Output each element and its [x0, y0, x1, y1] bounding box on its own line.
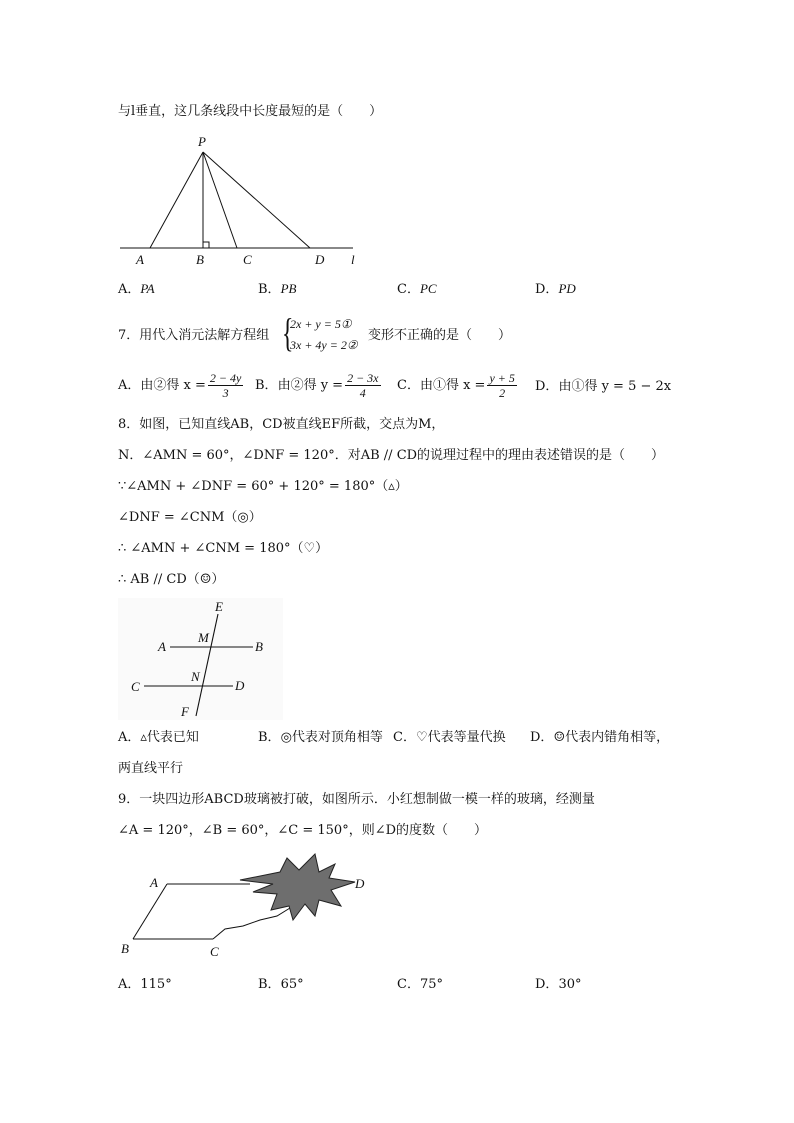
q8-stem-line-1: 8．如图，已知直线AB，CD被直线EF所截，交点为M， — [118, 417, 445, 432]
point-d-label: D — [355, 876, 365, 891]
point-a-label: A — [158, 639, 166, 654]
equation-brace: { — [281, 310, 294, 355]
point-c-label: C — [210, 944, 219, 959]
q7-option-c[interactable]: C．由①得 x = $\frac{y + 5}{2}$ — [397, 371, 515, 400]
q8-step-4: ∴ AB // CD（☺） — [118, 572, 225, 587]
q8-option-d[interactable]: D．☺代表内错角相等， — [530, 730, 670, 745]
point-d-label: D — [315, 252, 325, 267]
q6-stem: 与l垂直，这几条线段中长度最短的是（ ） — [118, 104, 383, 119]
q7-option-b[interactable]: B．由②得 y = $\frac{2 - 3x}{4}$ — [255, 371, 379, 400]
q8-figure — [118, 598, 283, 720]
q8-step-2: ∠DNF = ∠CNM（◎） — [118, 510, 262, 525]
line-l-label: l — [351, 252, 355, 267]
q9-stem-line-1: 9．一块四边形ABCD玻璃被打破，如图所示．小红想制做一模一样的玻璃，经测量 — [118, 792, 595, 807]
q7-equation-2: 3x + 4y = 2② — [290, 338, 358, 352]
q7-stem-prefix: 7．用代入消元法解方程组 — [118, 328, 270, 343]
point-a-label: A — [150, 875, 158, 890]
point-c-label: C — [243, 252, 252, 267]
point-e-label: E — [215, 599, 223, 614]
point-b-label: B — [121, 941, 129, 956]
point-m-label: M — [198, 630, 209, 645]
q9-stem-line-2: ∠A = 120°，∠B = 60°，∠C = 150°，则∠D的度数（ ） — [118, 823, 488, 838]
q6-option-a[interactable]: A．PA — [118, 281, 155, 297]
point-p-label: P — [198, 134, 206, 149]
q7-equation-1: 2x + y = 5① — [290, 317, 352, 331]
q8-step-1: ∵∠AMN + ∠DNF = 60° + 120° = 180°（▵） — [118, 479, 408, 494]
q9-option-b[interactable]: B．65° — [258, 977, 304, 992]
q6-option-d[interactable]: D．PD — [535, 281, 576, 297]
q6-option-b[interactable]: B．PB — [258, 281, 297, 297]
q8-option-d-continuation: 两直线平行 — [118, 761, 184, 776]
q8-stem-line-2: N．∠AMN = 60°，∠DNF = 120°．对AB // CD的说理过程中的理由表述错误的是（ ） — [118, 448, 665, 463]
q6-option-c[interactable]: C．PC — [397, 281, 437, 297]
q6-figure — [110, 130, 370, 270]
q9-option-c[interactable]: C．75° — [397, 977, 443, 992]
point-b-label: B — [196, 252, 204, 267]
q7-option-a[interactable]: A．由②得 x = $\frac{2 - 4y}{3}$ — [118, 371, 242, 400]
q9-figure — [115, 850, 375, 965]
point-b-label: B — [255, 639, 263, 654]
q7-option-d[interactable]: D．由①得 y = 5 − 2x — [535, 379, 672, 394]
point-n-label: N — [191, 669, 200, 684]
q9-option-a[interactable]: A．115° — [118, 977, 172, 992]
q7-stem-suffix: 变形不正确的是（ ） — [368, 328, 512, 343]
point-f-label: F — [181, 704, 189, 719]
q8-option-c[interactable]: C．♡代表等量代换 — [393, 730, 506, 745]
q9-option-d[interactable]: D．30° — [535, 977, 582, 992]
point-d-label: D — [235, 678, 245, 693]
point-a-label: A — [136, 252, 144, 267]
q8-option-b[interactable]: B．◎代表对顶角相等 — [258, 730, 383, 745]
q8-option-a[interactable]: A．▵代表已知 — [118, 730, 199, 745]
q8-step-3: ∴ ∠AMN + ∠CNM = 180°（♡） — [118, 541, 329, 556]
point-c-label: C — [131, 679, 140, 694]
